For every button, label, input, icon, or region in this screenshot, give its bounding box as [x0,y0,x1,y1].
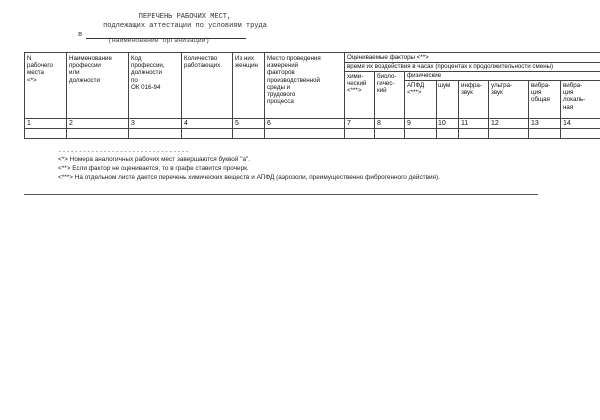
col-header-vibration-general: вибра- ция общая [531,82,551,104]
col-number: 12 [491,120,499,127]
col-number: 6 [267,120,271,127]
col-border [528,80,529,139]
col-border [344,52,345,139]
bottom-divider [24,194,538,195]
document-title [60,13,310,31]
col-header-noise: шум [438,82,451,89]
col-header-workplace-number: N рабочего места <*> [27,55,53,84]
col-header-measurement-place: Место проведения измерений факторов производственной среды и трудового процесса [267,55,321,106]
footnote-2: <**> Если фактор не оценивается, то в графе ставится прочерк. [58,165,249,172]
org-prefix: в [78,31,83,39]
group-subheader-time: время их воздействия в часах (процентах к продолжительности смены) [347,63,554,70]
col-header-profession: Наименование профессии или должности [69,55,112,84]
col-border [24,52,25,139]
col-number: 4 [184,120,188,127]
col-number: 9 [407,120,411,127]
table-top-border [24,52,600,53]
col-number: 8 [377,120,381,127]
numbers-bottom-rule [24,128,600,129]
col-number: 10 [438,120,446,127]
footnote-1: <*> Номера аналогичных рабочих мест завершаются буквой "а". [58,156,251,163]
col-number: 13 [531,120,539,127]
col-border [436,80,437,139]
col-header-infrasound: инфра- звук [461,82,482,97]
col-header-ultrasound: ультра- звук [491,82,513,97]
col-border [128,52,129,139]
title-line-1: ПЕРЕЧЕНЬ РАБОЧИХ МЕСТ, [138,13,232,21]
col-header-vibration-local: вибра- ция локаль- ная [563,82,586,111]
header-bottom-rule [24,118,600,119]
physical-header: физические [407,72,442,79]
col-number: 11 [461,120,469,127]
group-header-factors: Оцениваемые факторы <**> [347,54,429,61]
time-header-rule [344,71,600,72]
footnote-separator: -------------------------------- [58,148,190,155]
col-number: 5 [235,120,239,127]
col-header-biological: биоло- гичес- кий [377,73,397,95]
col-border [232,52,233,139]
col-border [374,71,375,139]
col-border [264,52,265,139]
org-caption: (наименование организации) [108,37,210,44]
col-number: 7 [347,120,351,127]
table-bottom-border [24,138,600,139]
col-number: 1 [27,120,31,127]
col-header-chemical: хими- ческий <***> [347,73,367,95]
col-border [181,52,182,139]
col-header-profession-code: Код профессии, должности по ОК 016-94 [131,55,165,91]
col-header-workers-count: Количество работающих [184,55,221,70]
workplace-table [24,52,600,140]
col-header-women: Из них женщин [235,55,258,70]
col-number: 3 [131,120,135,127]
footnote-3: <***> На отдельном листе дается перечень химических веществ и АПФД (аэрозоли, преимущественно фиброгенного действия). [58,174,440,181]
col-border [488,80,489,139]
col-border [458,80,459,139]
col-number: 14 [563,120,571,127]
col-border [560,80,561,139]
col-border [404,71,405,139]
col-number: 2 [69,120,73,127]
title-line-2: подлежащих аттестации по условиям труда [103,22,267,30]
col-header-apfd: АПФД <***> [407,82,425,97]
col-border [66,52,67,139]
physical-header-rule [404,80,600,81]
